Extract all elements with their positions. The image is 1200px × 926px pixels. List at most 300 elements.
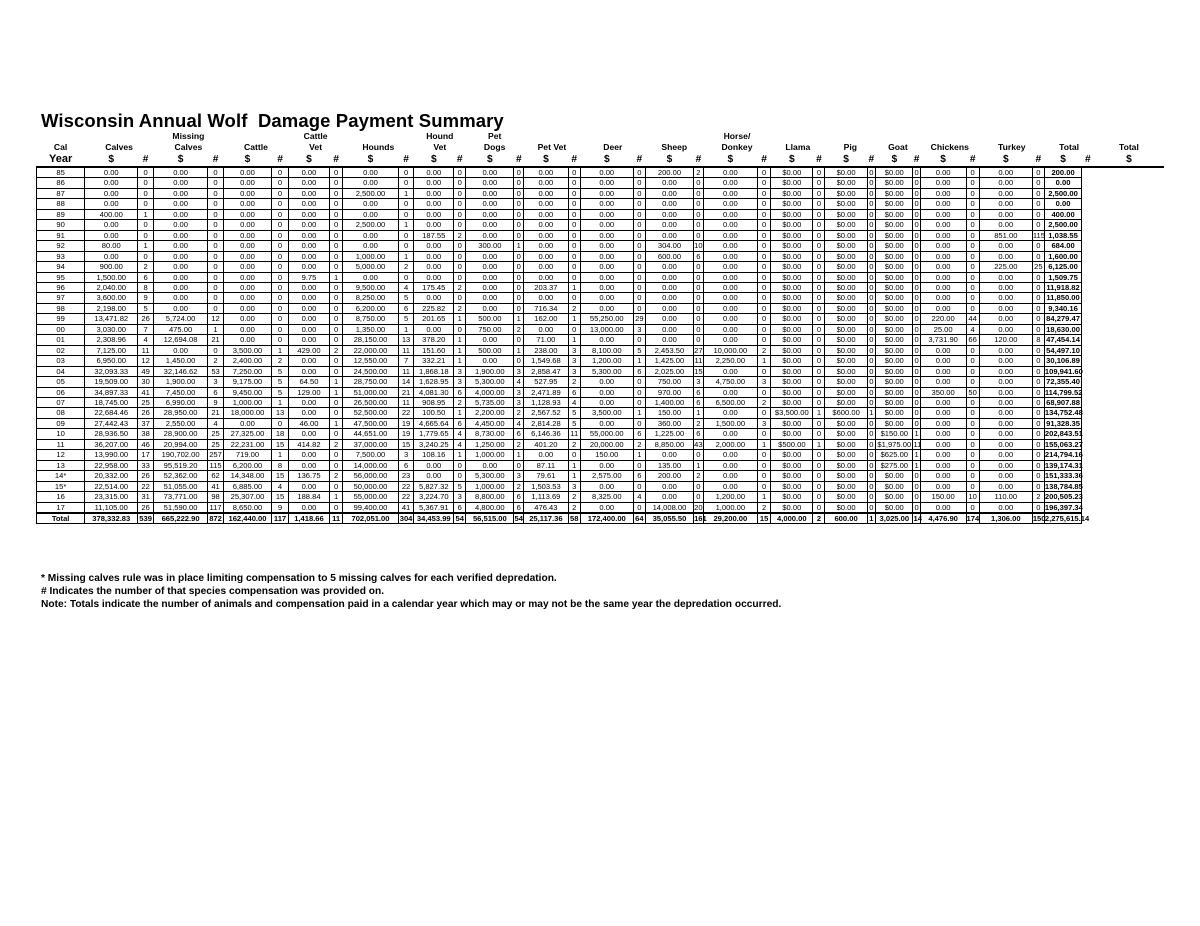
count-cell: 6 [514,429,524,439]
count-cell: 0 [966,262,979,272]
amount-cell: 0.00 [920,450,966,460]
count-cell: 0 [914,209,919,219]
count-cell: 0 [329,230,342,240]
count-cell: 5 [138,303,154,313]
amount-cell: 11,105.00 [85,502,138,513]
amount-cell: $0.00 [825,345,867,355]
count-cell: 0 [757,481,770,491]
amount-cell: 400.00 [85,209,138,219]
amount-cell: 0.00 [343,167,398,178]
count-cell: 0 [914,324,919,334]
amount-cell: 0.00 [288,251,329,261]
count-cell: 1 [914,460,919,470]
amount-cell: 46.00 [288,418,329,428]
count-cell: 6 [633,429,645,439]
count-cell: 1 [329,387,342,397]
amount-cell: 0.00 [524,293,569,303]
header-unit-count: # [272,153,289,167]
amount-cell: 2,471.89 [524,387,569,397]
count-cell: 0 [1032,450,1044,460]
count-cell: 25 [208,439,224,449]
amount-cell: 0.00 [979,397,1032,407]
amount-cell: $0.00 [825,220,867,230]
count-cell: 0 [514,282,524,292]
header-unit-count: # [208,153,224,167]
count-cell: 0 [633,220,645,230]
count-cell: 1 [568,471,580,481]
amount-cell: 0.00 [920,397,966,407]
count-cell: 0 [813,366,825,376]
amount-cell: 0.00 [288,397,329,407]
amount-cell: 0.00 [703,251,757,261]
count-cell: 0 [633,199,645,209]
header-top-8 [524,131,581,142]
amount-cell: 0.00 [466,220,514,230]
amount-cell: $0.00 [825,397,867,407]
count-cell: 0 [867,241,875,251]
total-amount-cell: 56,515.00 [466,513,514,524]
count-cell: 3 [757,377,770,387]
count-cell: 0 [568,251,580,261]
count-cell: 66 [966,335,979,345]
count-cell: 1 [208,324,224,334]
count-cell: 2 [633,439,645,449]
count-cell: 0 [813,324,825,334]
amount-cell: 3,240.25 [414,439,454,449]
count-cell: 4 [966,324,979,334]
amount-cell: $0.00 [876,356,913,366]
amount-cell: 0.00 [645,335,693,345]
amount-cell: 2,250.00 [703,356,757,366]
count-cell: 4 [514,377,524,387]
amount-cell: 304.00 [645,241,693,251]
amount-cell: $0.00 [825,492,867,502]
header-unit-count: # [695,154,702,165]
count-cell: 6 [694,397,704,407]
amount-cell: 8,100.00 [580,345,633,355]
amount-cell: 0.00 [920,366,966,376]
count-cell: 0 [914,366,919,376]
count-cell: 0 [272,251,289,261]
row-total-cell: 134,752.48 [1044,408,1083,418]
amount-cell: 0.00 [288,188,329,198]
amount-cell: $0.00 [771,335,813,345]
header-year: Year [37,153,85,167]
amount-cell: 0.00 [920,230,966,240]
amount-cell: 0.00 [223,241,271,251]
table-row [37,262,1165,272]
amount-cell: $625.00 [876,450,913,460]
amount-cell: 0.00 [466,282,514,292]
count-cell: 0 [398,199,414,209]
count-cell: 0 [208,230,224,240]
amount-cell: 0.00 [524,188,569,198]
count-cell: 0 [813,387,825,397]
count-cell: 2 [514,324,524,334]
count-cell: 21 [398,387,414,397]
count-cell: 1 [272,397,289,407]
amount-cell: 0.00 [524,262,569,272]
count-cell: 0 [208,178,224,188]
year-cell: 92 [37,241,85,251]
amount-cell: 0.00 [524,272,569,282]
count-cell: 0 [867,387,875,397]
amount-cell: 0.00 [645,230,693,240]
count-cell: 0 [694,230,704,240]
header-unit-count: # [813,153,825,167]
count-cell: 0 [867,262,875,272]
amount-cell: 0.00 [343,209,398,219]
amount-cell: 1,400.00 [645,397,693,407]
amount-cell: 28,150.00 [343,335,398,345]
header-label-3: Cattle [243,142,268,152]
amount-cell: 8,650.00 [223,502,271,513]
amount-cell: 0.00 [223,293,271,303]
amount-cell: $0.00 [771,199,813,209]
header-label-2: Calves [174,142,203,152]
count-cell: 0 [1032,502,1044,513]
amount-cell: 6,200.00 [223,460,271,470]
header-unit-count: # [633,153,645,167]
total-count-cell: 14 [913,513,922,523]
count-cell: 0 [867,272,875,282]
count-cell: 19 [398,418,414,428]
amount-cell: 2,814.28 [524,418,569,428]
count-cell: 0 [694,314,704,324]
amount-cell: $0.00 [771,429,813,439]
count-cell: 0 [514,303,524,313]
count-cell: 0 [757,251,770,261]
amount-cell: 0.00 [466,167,514,178]
amount-cell: $0.00 [876,178,913,188]
amount-cell: 0.00 [466,335,514,345]
count-cell: 0 [272,314,289,324]
table-row [37,471,1165,481]
count-cell: 0 [1032,324,1044,334]
count-cell: 0 [867,251,875,261]
table-row [37,293,1165,303]
count-cell: 0 [757,178,770,188]
amount-cell: $1,975.00 [877,439,912,449]
amount-cell: 0.00 [580,303,633,313]
amount-cell: 150.00 [645,408,693,418]
count-cell: 0 [813,188,825,198]
amount-cell: 429.00 [288,345,329,355]
count-cell: 3 [757,418,770,428]
amount-cell: 32,093.33 [85,366,138,376]
count-cell: 0 [514,188,524,198]
count-cell: 20 [694,502,703,512]
amount-cell: 0.00 [153,178,207,188]
count-cell: 10 [694,241,703,251]
count-cell: 0 [138,230,154,240]
amount-cell: 0.00 [223,167,271,178]
count-cell: 0 [914,262,919,272]
amount-cell: 350.00 [920,387,966,397]
count-cell: 0 [813,293,825,303]
count-cell: 2 [757,345,770,355]
amount-cell: $0.00 [825,230,867,240]
amount-cell: 187.55 [414,230,454,240]
count-cell: 62 [208,471,224,481]
count-cell: 0 [966,366,979,376]
count-cell: 0 [867,230,875,240]
header-top-15 [920,131,979,142]
count-cell: 0 [966,167,979,178]
amount-cell: 1,200.00 [580,356,633,366]
amount-cell: $0.00 [876,335,913,345]
count-cell: 21 [208,408,224,418]
count-cell: 22 [398,481,414,491]
amount-cell: 2,040.00 [85,282,138,292]
count-cell: 0 [813,429,825,439]
count-cell: 17 [138,450,154,460]
amount-cell: $0.00 [771,377,813,387]
count-cell: 38 [138,429,154,439]
amount-cell: $500.00 [771,439,813,449]
count-cell: 0 [329,293,342,303]
amount-cell: 47,500.00 [343,418,398,428]
amount-cell: 0.00 [223,188,271,198]
amount-cell: 0.00 [979,167,1032,178]
amount-cell: 750.00 [645,377,693,387]
count-cell: 1 [329,492,342,502]
amount-cell: $0.00 [825,314,867,324]
total-amount-cell: 665,222.90 [153,513,207,524]
amount-cell: 0.00 [288,366,329,376]
count-cell: 0 [1032,387,1044,397]
table-row [37,167,1165,178]
amount-cell: 13,000.00 [580,324,633,334]
row-total-cell: 109,941.60 [1044,366,1083,376]
count-cell: 0 [329,303,342,313]
amount-cell: 0.00 [979,241,1032,251]
count-cell: 0 [1032,418,1044,428]
count-cell: 7 [398,356,414,366]
count-cell: 37 [138,418,154,428]
amount-cell: 0.00 [920,241,966,251]
row-total-cell: 68,907.88 [1046,397,1080,407]
amount-cell: $0.00 [771,188,813,198]
header-top-9 [580,131,645,142]
count-cell: 0 [398,230,414,240]
amount-cell: 2,308.96 [85,335,138,345]
amount-cell: 55,000.00 [343,492,398,502]
count-cell: 0 [329,335,342,345]
amount-cell: 2,198.00 [85,303,138,313]
amount-cell: 0.00 [979,408,1032,418]
count-cell: 0 [694,188,704,198]
amount-cell: 0.00 [920,251,966,261]
table-row [37,178,1165,188]
amount-cell: 0.00 [580,335,633,345]
count-cell: 0 [454,178,466,188]
table-row [37,356,1165,366]
year-cell: 13 [37,460,85,470]
count-cell: 2 [694,418,704,428]
amount-cell: 0.00 [979,324,1032,334]
amount-cell: 0.00 [979,481,1032,491]
header-unit-dollar: $ [343,153,398,167]
amount-cell: 0.00 [153,303,207,313]
count-cell: 0 [272,272,289,282]
count-cell: 0 [914,492,919,502]
amount-cell: 2,000.00 [703,439,757,449]
header-total: Total [1118,142,1139,152]
count-cell: 0 [633,335,645,345]
count-cell: 1 [514,314,524,324]
table-row [37,272,1165,282]
amount-cell: 0.00 [703,188,757,198]
count-cell: 0 [633,377,645,387]
count-cell: 0 [272,230,289,240]
count-cell: 22 [138,481,154,491]
amount-cell: 0.00 [979,387,1032,397]
amount-cell: $0.00 [825,241,867,251]
count-cell: 1 [633,408,645,418]
count-cell: 0 [914,408,919,418]
amount-cell: 0.00 [580,209,633,219]
amount-cell: 37,000.00 [343,439,398,449]
count-cell: 0 [694,262,704,272]
count-cell: 0 [1032,293,1044,303]
count-cell: 43 [694,439,703,449]
amount-cell: 2,500.00 [343,188,398,198]
count-cell: 0 [867,324,875,334]
amount-cell: $0.00 [876,387,913,397]
amount-cell: $0.00 [876,324,913,334]
count-cell: 2 [568,502,580,513]
header-unit-count: # [1082,153,1094,167]
row-total-cell: 47,454.14 [1046,335,1080,345]
count-cell: 1 [633,450,645,460]
header-top-17 [1044,131,1093,142]
header-top-12 [771,131,825,142]
amount-cell: 0.00 [979,502,1032,513]
amount-cell: 0.00 [580,481,633,491]
count-cell: 0 [514,251,524,261]
header-label-9: Deer [603,142,623,152]
count-cell: 0 [914,481,919,491]
count-cell: 0 [914,188,919,198]
count-cell: 0 [966,220,979,230]
amount-cell: 1,250.00 [466,439,514,449]
amount-cell: $0.00 [876,282,913,292]
amount-cell: 13,471.82 [85,314,138,324]
amount-cell: 0.00 [703,450,757,460]
amount-cell: 71.00 [524,335,569,345]
table-row [37,481,1165,491]
amount-cell: 0.00 [223,251,271,261]
amount-cell: 0.00 [524,230,569,240]
count-cell: 2 [329,471,342,481]
amount-cell: 0.00 [645,272,693,282]
amount-cell: 719.00 [223,450,271,460]
count-cell: 6 [454,387,466,397]
count-cell: 0 [1032,220,1044,230]
amount-cell: 1,503.53 [524,481,569,491]
amount-cell: 1,128.93 [524,397,569,407]
amount-cell: 0.00 [580,167,633,178]
count-cell: 0 [138,178,154,188]
count-cell: 0 [1032,471,1044,481]
amount-cell: 0.00 [153,272,207,282]
amount-cell: 0.00 [466,209,514,219]
count-cell: 9 [208,397,224,407]
count-cell: 6 [454,502,466,513]
count-cell: 0 [867,377,875,387]
count-cell: 6 [514,502,524,513]
amount-cell: 0.00 [414,471,454,481]
amount-cell: 50,000.00 [343,481,398,491]
count-cell: 0 [329,199,342,209]
count-cell: 6 [633,366,645,376]
row-total-cell: 155,063.27 [1044,439,1083,449]
amount-cell: 360.00 [645,418,693,428]
count-cell: 0 [329,178,342,188]
amount-cell: 0.00 [979,366,1032,376]
amount-cell: 3,600.00 [85,293,138,303]
amount-cell: 0.00 [979,356,1032,366]
header-top-5 [343,131,414,142]
amount-cell: 0.00 [703,199,757,209]
count-cell: 0 [454,209,466,219]
header-row-labels [37,142,1165,153]
amount-cell: 0.00 [288,282,329,292]
count-cell: 33 [138,460,154,470]
header-label-4: Vet [309,142,323,152]
amount-cell: 200.00 [645,471,693,481]
amount-cell: 0.00 [524,450,569,460]
amount-cell: $0.00 [825,251,867,261]
count-cell: 2 [272,356,289,366]
amount-cell: 0.00 [153,282,207,292]
count-cell: 9 [272,502,289,513]
count-cell: 0 [757,471,770,481]
count-cell: 2 [208,356,224,366]
amount-cell: 0.00 [466,188,514,198]
amount-cell: 1,549.68 [524,356,569,366]
count-cell: 15 [398,439,414,449]
amount-cell: $0.00 [825,481,867,491]
total-count-cell: 58 [570,513,579,523]
header-label-1: Calves [105,142,133,152]
count-cell: 0 [454,262,466,272]
amount-cell: $0.00 [825,418,867,428]
count-cell: 0 [813,303,825,313]
amount-cell: 0.00 [920,377,966,387]
amount-cell: 18,000.00 [223,408,271,418]
amount-cell: 0.00 [580,251,633,261]
count-cell: 0 [272,199,289,209]
count-cell: 0 [966,460,979,470]
count-cell: 11 [913,439,922,449]
amount-cell: 22,000.00 [343,345,398,355]
count-cell: 5 [568,408,580,418]
count-cell: 0 [966,209,979,219]
amount-cell: 0.00 [524,199,569,209]
year-cell: 88 [37,199,85,209]
count-cell: 11 [398,397,414,407]
count-cell: 0 [966,303,979,313]
amount-cell: 4,800.00 [466,502,514,513]
count-cell: 29 [635,314,644,324]
total-amount-cell: 4,000.00 [771,513,813,524]
amount-cell: 0.00 [920,439,966,449]
amount-cell: $0.00 [771,471,813,481]
count-cell: 15 [272,439,289,449]
count-cell: 0 [329,429,342,439]
